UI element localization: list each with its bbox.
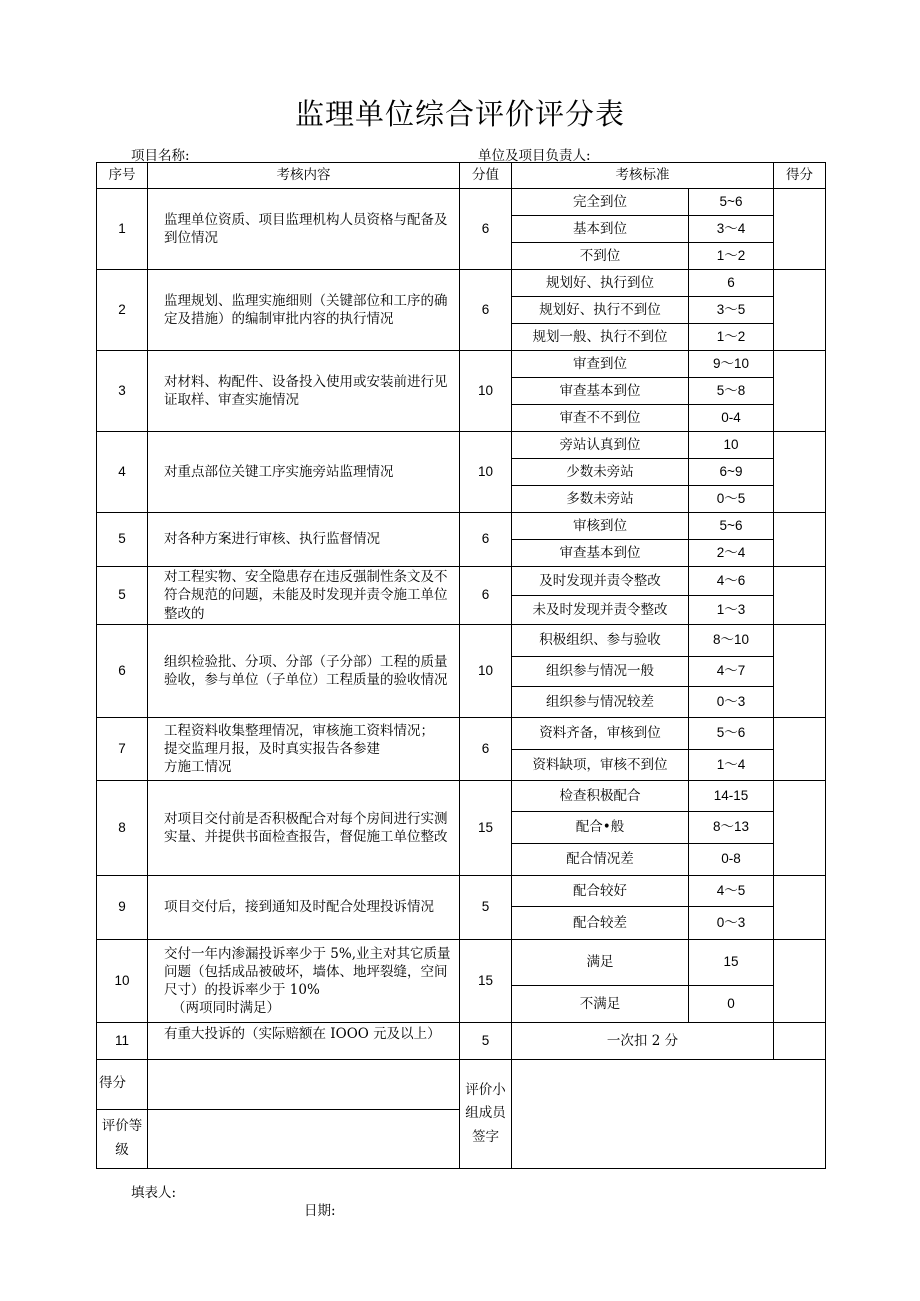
table-row [97, 432, 826, 459]
criteria-range: 0-8 [689, 844, 774, 876]
row-no: 7 [97, 718, 148, 781]
total-score-label: 得分 [97, 1060, 148, 1110]
criteria-range: 10 [689, 432, 774, 459]
criteria-text: 规划好、执行到位 [512, 270, 689, 297]
date-label: 日期: [304, 1203, 336, 1219]
row-no: 5 [97, 567, 148, 625]
grade-cell[interactable] [148, 1110, 460, 1169]
criteria-text: 组织参与情况一般 [512, 657, 689, 687]
criteria-text: 多数未旁站 [512, 486, 689, 513]
row-score: 15 [460, 940, 512, 1023]
criteria-text: 不到位 [512, 243, 689, 270]
row-no: 11 [97, 1023, 148, 1060]
row-score: 5 [460, 876, 512, 940]
row-score: 5 [460, 1023, 512, 1060]
row-content: 对项目交付前是否积极配合对每个房间进行实测实量、并提供书面检查报告，督促施工单位整改 [148, 781, 460, 876]
row-content [148, 718, 460, 781]
criteria-text: 配合•般 [512, 812, 689, 844]
criteria-text: 审查到位 [512, 351, 689, 378]
table-row [97, 1023, 826, 1060]
row-content: 对工程实物、安全隐患存在违反强制性条文及不符合规范的问题，未能及时发现并责令施工单位整改的 [148, 567, 460, 625]
content-line: 提交监理月报，及时真实报告各参建 [164, 740, 380, 757]
row-content: 有重大投诉的（实际赔额在 IOOO 元及以上） [148, 1023, 460, 1060]
criteria-range: 4～6 [689, 567, 774, 596]
score-cell[interactable] [774, 1023, 826, 1060]
criteria-range: 5~6 [689, 513, 774, 540]
criteria-range: 3～4 [689, 216, 774, 243]
row-no: 5 [97, 513, 148, 567]
criteria-range: 2～4 [689, 540, 774, 567]
row-no: 9 [97, 876, 148, 940]
row-content [148, 940, 460, 1023]
score-cell[interactable] [774, 625, 826, 718]
header-content: 考核内容 [148, 163, 460, 189]
content-line: （两项同时满足） [172, 1000, 280, 1017]
criteria-text: 检查积极配合 [512, 781, 689, 812]
score-cell[interactable] [774, 940, 826, 1023]
criteria-text: 组织参与情况较差 [512, 687, 689, 718]
criteria-range: 5～8 [689, 378, 774, 405]
criteria-text: 少数未旁站 [512, 459, 689, 486]
criteria-text: 资料齐备，审核到位 [512, 718, 689, 750]
criteria-text: 审查不不到位 [512, 405, 689, 432]
row-no: 8 [97, 781, 148, 876]
criteria-text: 满足 [512, 940, 689, 986]
criteria-text: 规划好、执行不到位 [512, 297, 689, 324]
filler-label: 填表人: [131, 1185, 177, 1201]
criteria-text: 规划一般、执行不到位 [512, 324, 689, 351]
criteria-range: 15 [689, 940, 774, 986]
row-content: 组织检验批、分项、分部（子分部）工程的质量验收，参与单位（子单位）工程质量的验收情况 [148, 625, 460, 718]
criteria-range: 4～7 [689, 657, 774, 687]
header-result: 得分 [774, 163, 826, 189]
score-cell[interactable] [774, 270, 826, 351]
criteria-range: 0～3 [689, 907, 774, 940]
row-score: 6 [460, 270, 512, 351]
header-criteria: 考核标准 [512, 163, 774, 189]
criteria-text: 审核到位 [512, 513, 689, 540]
content-line: 方施工情况 [164, 759, 232, 776]
row-content: 监理规划、监理实施细则（关键部位和工序的确定及措施）的编制审批内容的执行情况 [148, 270, 460, 351]
criteria-range: 0 [689, 986, 774, 1023]
criteria-text: 基本到位 [512, 216, 689, 243]
row-no: 1 [97, 189, 148, 270]
criteria-text: 完全到位 [512, 189, 689, 216]
criteria-text: 积极组织、参与验收 [512, 625, 689, 657]
row-content: 对重点部位关键工序实施旁站监理情况 [148, 432, 460, 513]
table-row [97, 351, 826, 378]
header-score: 分值 [460, 163, 512, 189]
row-no: 4 [97, 432, 148, 513]
table-row [97, 876, 826, 907]
criteria-range: 5~6 [689, 189, 774, 216]
criteria-range: 1～3 [689, 596, 774, 625]
score-cell[interactable] [774, 567, 826, 625]
table-row [97, 940, 826, 986]
criteria-text: 配合较差 [512, 907, 689, 940]
header-row [97, 163, 826, 189]
score-cell[interactable] [774, 718, 826, 781]
total-score-cell[interactable] [148, 1060, 460, 1110]
score-cell[interactable] [774, 513, 826, 567]
criteria-range: 1～2 [689, 243, 774, 270]
footer-row [97, 1060, 826, 1110]
criteria-text: 审查基本到位 [512, 378, 689, 405]
table-row [97, 718, 826, 750]
criteria-range: 1～2 [689, 324, 774, 351]
criteria-text: 未及时发现并责令整改 [512, 596, 689, 625]
criteria-range: 0～3 [689, 687, 774, 718]
criteria-text: 配合较好 [512, 876, 689, 907]
criteria-range: 4～5 [689, 876, 774, 907]
criteria-text: 旁站认真到位 [512, 432, 689, 459]
table-row [97, 270, 826, 297]
criteria-range: 6 [689, 270, 774, 297]
row-no: 10 [97, 940, 148, 1023]
table-row [97, 625, 826, 657]
criteria-text: 资料缺项，审核不到位 [512, 750, 689, 781]
criteria-text: 不满足 [512, 986, 689, 1023]
table-row [97, 781, 826, 812]
project-name-label: 项目名称: [131, 148, 190, 164]
score-cell[interactable] [774, 432, 826, 513]
table-row [97, 513, 826, 540]
criteria-range: 8～10 [689, 625, 774, 657]
table-row [97, 189, 826, 216]
row-content: 项目交付后，接到通知及时配合处理投诉情况 [148, 876, 460, 940]
criteria-range: 8～13 [689, 812, 774, 844]
row-score: 6 [460, 513, 512, 567]
criteria-text: 配合情况差 [512, 844, 689, 876]
row-no: 6 [97, 625, 148, 718]
criteria-range: 5～6 [689, 718, 774, 750]
criteria-range: 1～4 [689, 750, 774, 781]
row-content: 对各种方案进行审核、执行监督情况 [148, 513, 460, 567]
row-score: 10 [460, 351, 512, 432]
signature-cell[interactable] [512, 1060, 826, 1169]
criteria-range: 0-4 [689, 405, 774, 432]
row-no: 3 [97, 351, 148, 432]
row-score: 6 [460, 718, 512, 781]
signature-label: 评价小组成员签字 [460, 1060, 512, 1169]
criteria-range: 0～5 [689, 486, 774, 513]
content-line: 工程资料收集整理情况，审核施工资料情况； [164, 722, 434, 739]
row-score: 10 [460, 625, 512, 718]
row-no: 2 [97, 270, 148, 351]
score-cell[interactable] [774, 189, 826, 270]
row-content: 监理单位资质、项目监理机构人员资格与配备及到位情况 [148, 189, 460, 270]
row-score: 10 [460, 432, 512, 513]
criteria-text: 及时发现并责令整改 [512, 567, 689, 596]
criteria-range: 3～5 [689, 297, 774, 324]
criteria-range: 6~9 [689, 459, 774, 486]
criteria-range: 14-15 [689, 781, 774, 812]
score-cell[interactable] [774, 781, 826, 876]
page-title: 监理单位综合评价评分表 [294, 97, 625, 131]
row-score: 15 [460, 781, 512, 876]
row-score: 6 [460, 189, 512, 270]
table-row [97, 567, 826, 596]
criteria-text: 一次扣 2 分 [512, 1023, 774, 1060]
score-cell[interactable] [774, 351, 826, 432]
content-line: 交付一年内渗漏投诉率少于 5%,业主对其它质量问题（包括成品被破坏，墙体、地坪裂缝，空间尺寸）的投诉率少于 10% [164, 945, 451, 998]
score-cell[interactable] [774, 876, 826, 940]
header-no: 序号 [97, 163, 148, 189]
row-content: 对材料、构配件、设备投入使用或安装前进行见证取样、审查实施情况 [148, 351, 460, 432]
grade-label: 评价等级 [97, 1110, 148, 1169]
unit-manager-label: 单位及项目负责人: [478, 148, 591, 164]
criteria-range: 9～10 [689, 351, 774, 378]
row-score: 6 [460, 567, 512, 625]
criteria-text: 审查基本到位 [512, 540, 689, 567]
evaluation-table [96, 162, 826, 1169]
